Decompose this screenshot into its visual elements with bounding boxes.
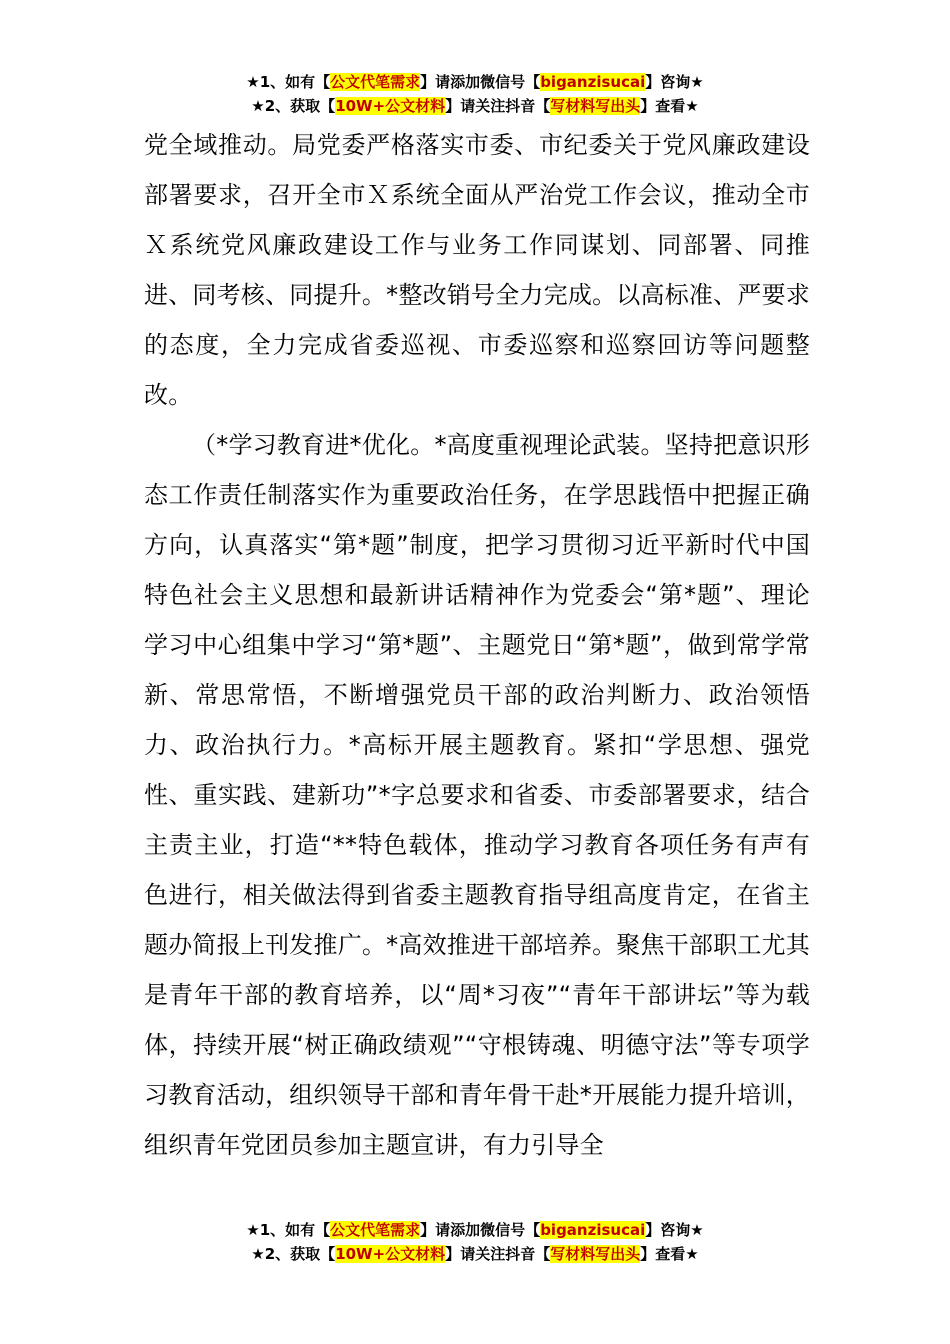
banner-text: 1、如有【: [259, 1221, 331, 1239]
banner-line-1: [0, 70, 950, 94]
highlight-douyin-account: 写材料写出头: [550, 97, 641, 115]
banner-text: 2、获取【: [264, 97, 336, 115]
star-icon: ★: [246, 1221, 260, 1239]
banner-text: 】查看: [640, 97, 686, 115]
star-icon: ★: [685, 1245, 699, 1263]
header-banner: [0, 70, 950, 118]
star-icon: ★: [685, 97, 699, 115]
banner-text: 】查看: [640, 1245, 686, 1263]
banner-text: 】请添加微信号【: [420, 1221, 541, 1239]
highlight-service: 公文代笔需求: [330, 1221, 421, 1239]
banner-text: 】咨询: [645, 1221, 691, 1239]
banner-line-2: [0, 1242, 950, 1266]
highlight-wechat-id: biganzisucai: [540, 73, 646, 91]
highlight-materials: 10W+公文材料: [335, 97, 446, 115]
banner-text: 】请关注抖音【: [445, 97, 551, 115]
highlight-service: 公文代笔需求: [330, 73, 421, 91]
highlight-douyin-account: 写材料写出头: [550, 1245, 641, 1263]
star-icon: ★: [690, 73, 704, 91]
banner-text: 】咨询: [645, 73, 691, 91]
paragraph-2: （*学习教育进*优化。*高度重视理论武装。坚持把意识形态工作责任制落实作为重要政治任务，在学思践悟中把握正确方向，认真落实“第*题”制度，把学习贯彻习近平新时代中国特色社会主义思想和最新讲话精神作为党委会“第*题”、理论学习中心组集中学习“第*题”、主题党日“第*题”，做到常学常新、常思常悟，不断增强党员干部的政治判断力、政治领悟力、政治执行力。*高标开展主题教育。紧扣“学思想、强党性、重实践、建新功”*字总要求和省委、市委部署要求，结合主责主业，打造“**特色载体，推动学习教育各项任务有声有色进行，相关做法得到省委主题教育指导组高度肯定，在省主题办简报上刊发推广。*高效推进干部培养。聚焦干部职工尤其是青年干部的教育培养，以“周*习夜”“青年干部讲坛”等为载体，持续开展“树正确政绩观”“守根铸魂、明德守法”等专项学习教育活动，组织领导干部和青年骨干赴*开展能力提升培训，组织青年党团员参加主题宣讲，有力引导全: [144, 431, 810, 1159]
document-body: [144, 120, 810, 1170]
star-icon: ★: [246, 73, 260, 91]
banner-line-1: [0, 1218, 950, 1242]
footer-banner: [0, 1218, 950, 1266]
star-icon: ★: [690, 1221, 704, 1239]
star-icon: ★: [251, 1245, 265, 1263]
banner-line-2: [0, 94, 950, 118]
highlight-wechat-id: biganzisucai: [540, 1221, 646, 1239]
star-icon: ★: [251, 97, 265, 115]
banner-text: 2、获取【: [264, 1245, 336, 1263]
paragraph-1: 党全域推动。局党委严格落实市委、市纪委关于党风廉政建设部署要求，召开全市Ｘ系统全面从严治党工作会议，推动全市Ｘ系统党风廉政建设工作与业务工作同谋划、同部署、同推进、同考核、同提升。*整改销号全力完成。以高标准、严要求的态度，全力完成省委巡视、市委巡察和巡察回访等问题整改。: [144, 131, 810, 409]
banner-text: 1、如有【: [259, 73, 331, 91]
banner-text: 】请关注抖音【: [445, 1245, 551, 1263]
banner-text: 】请添加微信号【: [420, 73, 541, 91]
highlight-materials: 10W+公文材料: [335, 1245, 446, 1263]
